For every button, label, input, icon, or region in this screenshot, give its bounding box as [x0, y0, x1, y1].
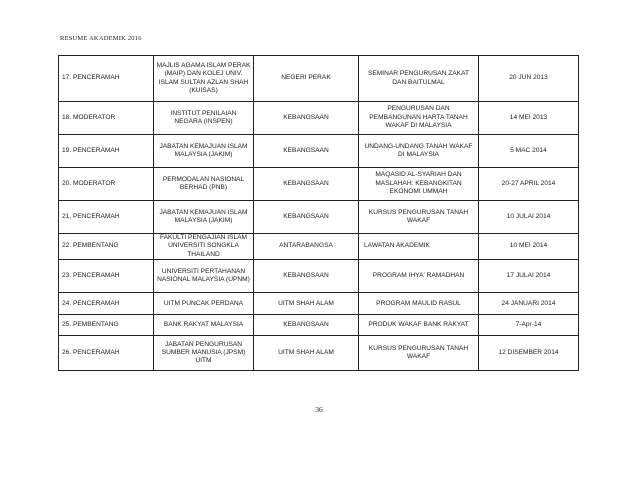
- event-cell: KURSUS PENGURUSAN TANAH WAKAF: [359, 201, 479, 234]
- level-cell: KEBANGSAAN: [254, 102, 359, 135]
- role-cell: 19. PENCERAMAH: [59, 135, 154, 168]
- date-cell: 17 JULAI 2014: [479, 260, 579, 293]
- level-cell: NEGERI PERAK: [254, 56, 359, 102]
- date-cell: 24 JANUARI 2014: [479, 293, 579, 315]
- table-row: [59, 234, 579, 260]
- event-cell: UNDANG-UNDANG TANAH WAKAF DI MALAYSIA: [359, 135, 479, 168]
- role-cell: 20. MODERATOR: [59, 168, 154, 201]
- level-cell: KEBANGSAAN: [254, 315, 359, 336]
- role-cell: 17. PENCERAMAH: [59, 56, 154, 102]
- event-cell: SEMINAR PENGURUSAN ZAKAT DAN BAITULMAL: [359, 56, 479, 102]
- organization-cell: BANK RAKYAT MALAYSIA: [154, 315, 254, 336]
- table-row: [59, 293, 579, 315]
- date-cell: 20-27 APRIL 2014: [479, 168, 579, 201]
- role-cell: 21. PENCERAMAH: [59, 201, 154, 234]
- event-cell: LAWATAN AKADEMIK: [359, 234, 479, 260]
- organization-cell: UNIVERSITI PERTAHANAN NASIONAL MALAYSIA (UPNM): [154, 260, 254, 293]
- level-cell: KEBANGSAAN: [254, 201, 359, 234]
- level-cell: UITM SHAH ALAM: [254, 293, 359, 315]
- role-cell: 26. PENCERAMAH: [59, 336, 154, 371]
- event-cell: PROGRAM MAULID RASUL: [359, 293, 479, 315]
- table-row: [59, 336, 579, 371]
- table-row: [59, 56, 579, 102]
- table-row: [59, 201, 579, 234]
- organization-cell: JABATAN KEMAJUAN ISLAM MALAYSIA (JAKIM): [154, 201, 254, 234]
- event-cell: PROGRAM IHYA' RAMADHAN: [359, 260, 479, 293]
- role-cell: 18. MODERATOR: [59, 102, 154, 135]
- event-cell: PENGURUSAN DAN PEMBANGUNAN HARTA TANAH WAKAF DI MALAYSIA: [359, 102, 479, 135]
- table-row: [59, 102, 579, 135]
- level-cell: KEBANGSAAN: [254, 135, 359, 168]
- level-cell: ANTARABANGSA: [254, 234, 359, 260]
- role-cell: 22. PEMBENTANG: [59, 234, 154, 260]
- organization-cell: MAJLIS AGAMA ISLAM PERAK (MAIP) DAN KOLEJ UNIV. ISLAM SULTAN AZLAN SHAH (KUISAS): [154, 56, 254, 102]
- event-cell: MAQASID AL-SYARIAH DAN MASLAHAH: KEBANGKITAN EKONOMI UMMAH: [359, 168, 479, 201]
- level-cell: UITM SHAH ALAM: [254, 336, 359, 371]
- date-cell: 12 DISEMBER 2014: [479, 336, 579, 371]
- event-cell: PRODUK WAKAF BANK RAKYAT: [359, 315, 479, 336]
- date-cell: 20 JUN 2013: [479, 56, 579, 102]
- date-cell: 7-Apr-14: [479, 315, 579, 336]
- organization-cell: JABATAN KEMAJUAN ISLAM MALAYSIA (JAKIM): [154, 135, 254, 168]
- table-row: [59, 260, 579, 293]
- role-cell: 24. PENCERAMAH: [59, 293, 154, 315]
- activities-table: [58, 55, 579, 371]
- activities-table-body: [59, 56, 579, 371]
- table-row: [59, 135, 579, 168]
- level-cell: KEBANGSAAN: [254, 168, 359, 201]
- role-cell: 25. PEMBENTANG: [59, 315, 154, 336]
- table-row: [59, 315, 579, 336]
- date-cell: 10 JULAI 2014: [479, 201, 579, 234]
- document-header: RESUME AKADEMIK 2016: [60, 35, 142, 42]
- organization-cell: FAKULTI PENGAJIAN ISLAM UNIVERSITI SONGKLA THAILAND: [154, 234, 254, 260]
- date-cell: 14 MEI 2013: [479, 102, 579, 135]
- table-row: [59, 168, 579, 201]
- date-cell: 5 MAC 2014: [479, 135, 579, 168]
- role-cell: 23. PENCERAMAH: [59, 260, 154, 293]
- event-cell: KURSUS PENGURUSAN TANAH WAKAF: [359, 336, 479, 371]
- organization-cell: PERMODALAN NASIONAL BERHAD (PNB): [154, 168, 254, 201]
- page-number: 36: [315, 405, 323, 414]
- organization-cell: UITM PUNCAK PERDANA: [154, 293, 254, 315]
- organization-cell: INSTITUT PENILAIAN NEGARA (INSPEN): [154, 102, 254, 135]
- level-cell: KEBANGSAAN: [254, 260, 359, 293]
- organization-cell: JABATAN PENGURUSAN SUMBER MANUSIA (JPSM) UITM: [154, 336, 254, 371]
- date-cell: 10 MEI 2014: [479, 234, 579, 260]
